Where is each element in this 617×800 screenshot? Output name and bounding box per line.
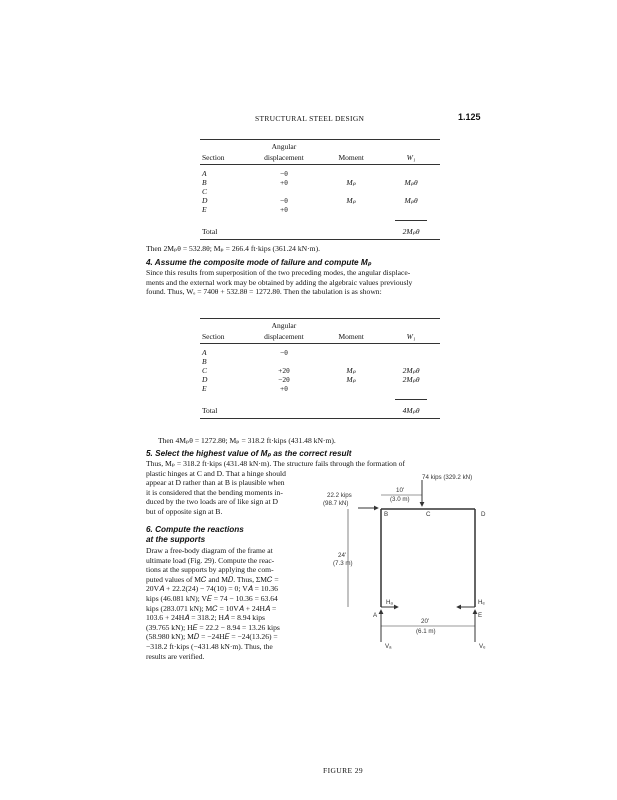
label-D: D (481, 511, 486, 518)
table-row: A −θ (202, 348, 288, 357)
table1-header-moment: Moment (320, 153, 382, 165)
table2-header-moment: Moment (320, 332, 382, 344)
frame-diagram (318, 470, 488, 760)
work-table-1 (200, 139, 440, 240)
step4-heading: 4. Assume the composite mode of failure and compute Mₚ (146, 258, 372, 267)
table1-total-row: Total 2Mₚθ (200, 223, 440, 240)
table2-total-row: Total 4Mₚθ (200, 402, 440, 419)
table2-header-work: W₁ (382, 332, 440, 344)
table2-header-angular: Angular (248, 319, 320, 333)
table-row: C +2θ Mₚ 2Mₚθ (202, 366, 420, 375)
table-row: E +θ (202, 384, 288, 393)
table1-header-section: Section (200, 153, 248, 165)
label-A: A (373, 612, 378, 619)
work-table-2 (200, 318, 440, 419)
label-HE: Hₑ (478, 599, 485, 606)
table-row: D −θ Mₚ Mₚθ (202, 196, 418, 205)
table1-header-angular: Angular (248, 140, 320, 154)
table-row: C (202, 187, 208, 196)
dim-10m-label: (3.0 m) (390, 496, 410, 503)
label-E: E (478, 612, 483, 619)
result-line-2: Then 4Mₚθ = 1272.8θ; Mₚ = 318.2 ft·kips (431.48 kN·m). (158, 436, 336, 445)
label-VE: Vₑ (479, 643, 486, 650)
table2-header-displacement: displacement (248, 332, 320, 344)
label-C: C (426, 511, 431, 518)
dim-20m-label: (6.1 m) (416, 628, 436, 635)
vertical-load-label: 74 kips (329.2 kN) (422, 474, 473, 481)
dim-20-label: 20' (421, 618, 430, 625)
table2-header-section: Section (200, 332, 248, 344)
step6-body: Draw a free-body diagram of the frame at ultimate load (Fig. 29). Compute the reac- tions at the supports by applying the com- puted values of M𝐶 and M𝐷. Thus, ΣM𝐶 = 20V𝐴 + 22.2(24) − 74(10) = 0; V𝐴 = 10.36 kips (46.081 kN); V𝐸 = 74 − 10.36 = 63.64 kips (283.071 kN); M𝐶 = 10V𝐴 + 24H𝐴 = 103.6 + 24H𝐴 = 318.2; H𝐴 = 8.94 kips (39.765 kN); H𝐸 = 22.2 − 8.94 = 13.26 kips (58.980 kN); M𝐷 = −24H𝐸 = −24(13.26) = −318.2 ft·kips (−431.48 kN·m). Thus, the results are verified. (146, 546, 280, 661)
result-line-1: Then 2Mₚθ = 532.8θ; Mₚ = 266.4 ft·kips (361.24 kN·m). (146, 244, 320, 253)
table1-header-work: W₁ (382, 153, 440, 165)
table-row: B (202, 357, 207, 366)
frame-members (381, 509, 475, 607)
horizontal-load-label-2: (98.7 kN) (323, 500, 349, 507)
figure-caption: FIGURE 29 (323, 766, 364, 775)
label-VA: Vₐ (385, 643, 392, 650)
label-HA: Hₐ (386, 599, 393, 606)
page-number: 1.125 (458, 112, 481, 122)
table1-header-displacement: displacement (248, 153, 320, 165)
step6-heading: 6. Compute the reactions at the supports (146, 525, 244, 544)
table-row: B +θ Mₚ Mₚθ (202, 178, 418, 187)
table-row: A −θ (202, 169, 288, 178)
table-row: E +θ (202, 205, 288, 214)
dim-24m-label: (7.3 m) (333, 560, 353, 567)
dim-24-label: 24' (338, 552, 347, 559)
step5-heading: 5. Select the highest value of Mₚ as the correct result (146, 449, 352, 458)
step4-body: Since this results from superposition of the two preceding modes, the angular displace- ments and the external work may be obtained by adding the algebraic values previously found. Thus, Wₑ = 740θ + 532.8θ = 1272.8θ. Then the tabulation is as shown: (146, 268, 413, 297)
table-row: D −2θ Mₚ 2Mₚθ (202, 375, 420, 384)
dim-10-label: 10' (396, 487, 405, 494)
step5-body: Thus, Mₚ = 318.2 ft·kips (431.48 kN·m). The structure fails through the formation of plastic hinges at C and D. That a hinge should appear at D rather than at B is plausible when it is considered that the bending moments in- duced by the two loads are of like sign at D but of opposite sign at B. (146, 459, 405, 516)
horizontal-load-label-1: 22.2 kips (327, 492, 352, 499)
running-header-title: STRUCTURAL STEEL DESIGN (255, 114, 365, 123)
label-B: B (384, 511, 389, 518)
